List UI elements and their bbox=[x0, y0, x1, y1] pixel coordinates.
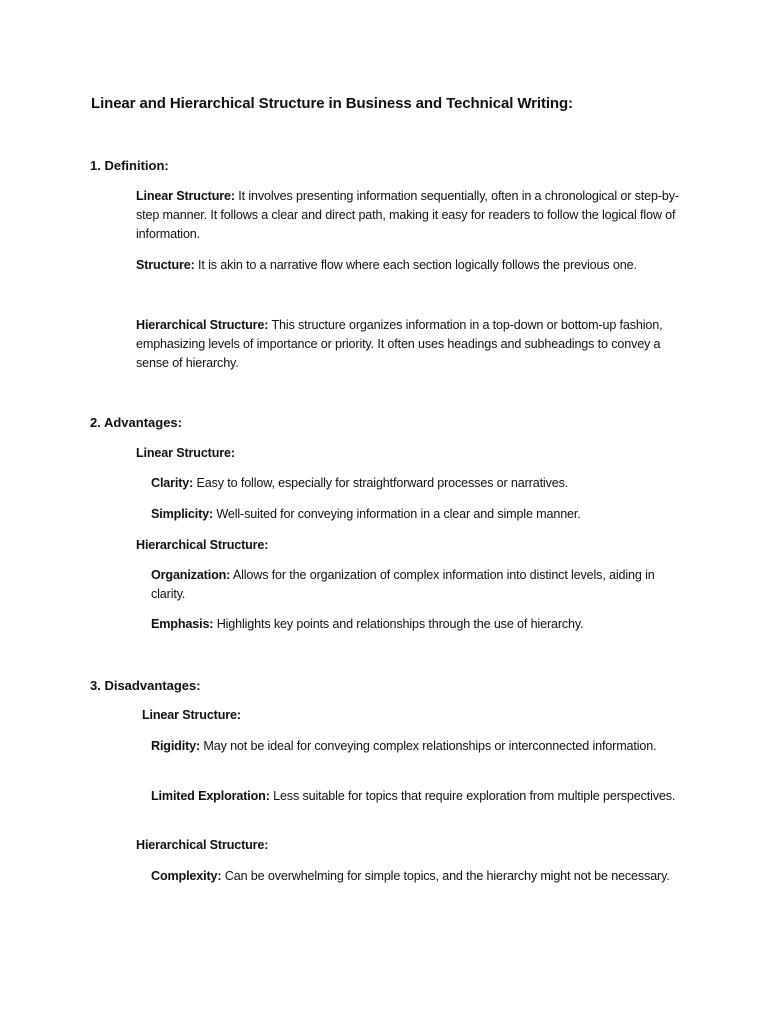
term-label: Organization: bbox=[151, 568, 231, 582]
term-label: Structure: bbox=[136, 258, 195, 272]
term-label: Clarity: bbox=[151, 476, 194, 490]
term-label: Simplicity: bbox=[151, 507, 214, 521]
term-label: Rigidity: bbox=[151, 739, 201, 753]
term-text: Allows for the organization of complex information into distinct levels, aiding in clarity. bbox=[151, 568, 655, 601]
term-text: This structure organizes information in a top-down or bottom-up fashion, emphasizing levels of importance or priority. It often uses headings and subheadings to convey a sense of hierarchy. bbox=[136, 318, 663, 370]
paragraph-structure-definition bbox=[136, 256, 681, 275]
term-text: It involves presenting information sequentially, often in a chronological or step-by-step manner. It follows a clear and direct path, making it easy for readers to follow the logical flow of information. bbox=[136, 189, 679, 241]
item-complexity bbox=[151, 867, 681, 886]
subheading-linear-structure: Linear Structure: bbox=[142, 708, 241, 722]
paragraph-hierarchical-definition bbox=[136, 316, 681, 373]
section-heading-disadvantages: 3. Disadvantages: bbox=[90, 678, 201, 693]
subheading-linear-structure: Linear Structure: bbox=[136, 446, 235, 460]
paragraph-linear-definition bbox=[136, 187, 681, 244]
term-text: Easy to follow, especially for straightforward processes or narratives. bbox=[193, 476, 569, 490]
term-text: Well-suited for conveying information in a clear and simple manner. bbox=[213, 507, 581, 521]
term-label: Complexity: bbox=[151, 869, 222, 883]
term-label: Linear Structure: bbox=[136, 189, 235, 203]
item-limited-exploration bbox=[151, 787, 681, 806]
document-title: Linear and Hierarchical Structure in Business and Technical Writing: bbox=[91, 95, 573, 112]
term-label: Hierarchical Structure: bbox=[136, 318, 269, 332]
item-rigidity bbox=[136, 737, 681, 756]
term-text: Highlights key points and relationships through the use of hierarchy. bbox=[213, 617, 584, 631]
item-emphasis bbox=[151, 615, 681, 634]
term-text: Less suitable for topics that require exploration from multiple perspectives. bbox=[269, 789, 676, 803]
term-text: May not be ideal for conveying complex relationships or interconnected information. bbox=[200, 739, 657, 753]
term-label: Emphasis: bbox=[151, 617, 214, 631]
section-heading-advantages: 2. Advantages: bbox=[90, 415, 182, 430]
section-heading-definition: 1. Definition: bbox=[90, 158, 169, 173]
item-simplicity bbox=[151, 505, 681, 524]
term-text: Can be overwhelming for simple topics, and the hierarchy might not be necessary. bbox=[221, 869, 670, 883]
item-clarity bbox=[151, 474, 681, 493]
subheading-hierarchical-structure: Hierarchical Structure: bbox=[136, 538, 269, 552]
subheading-hierarchical-structure: Hierarchical Structure: bbox=[136, 838, 269, 852]
item-organization bbox=[151, 566, 681, 604]
term-label: Limited Exploration: bbox=[151, 789, 270, 803]
term-text: It is akin to a narrative flow where each section logically follows the previous one. bbox=[194, 258, 637, 272]
